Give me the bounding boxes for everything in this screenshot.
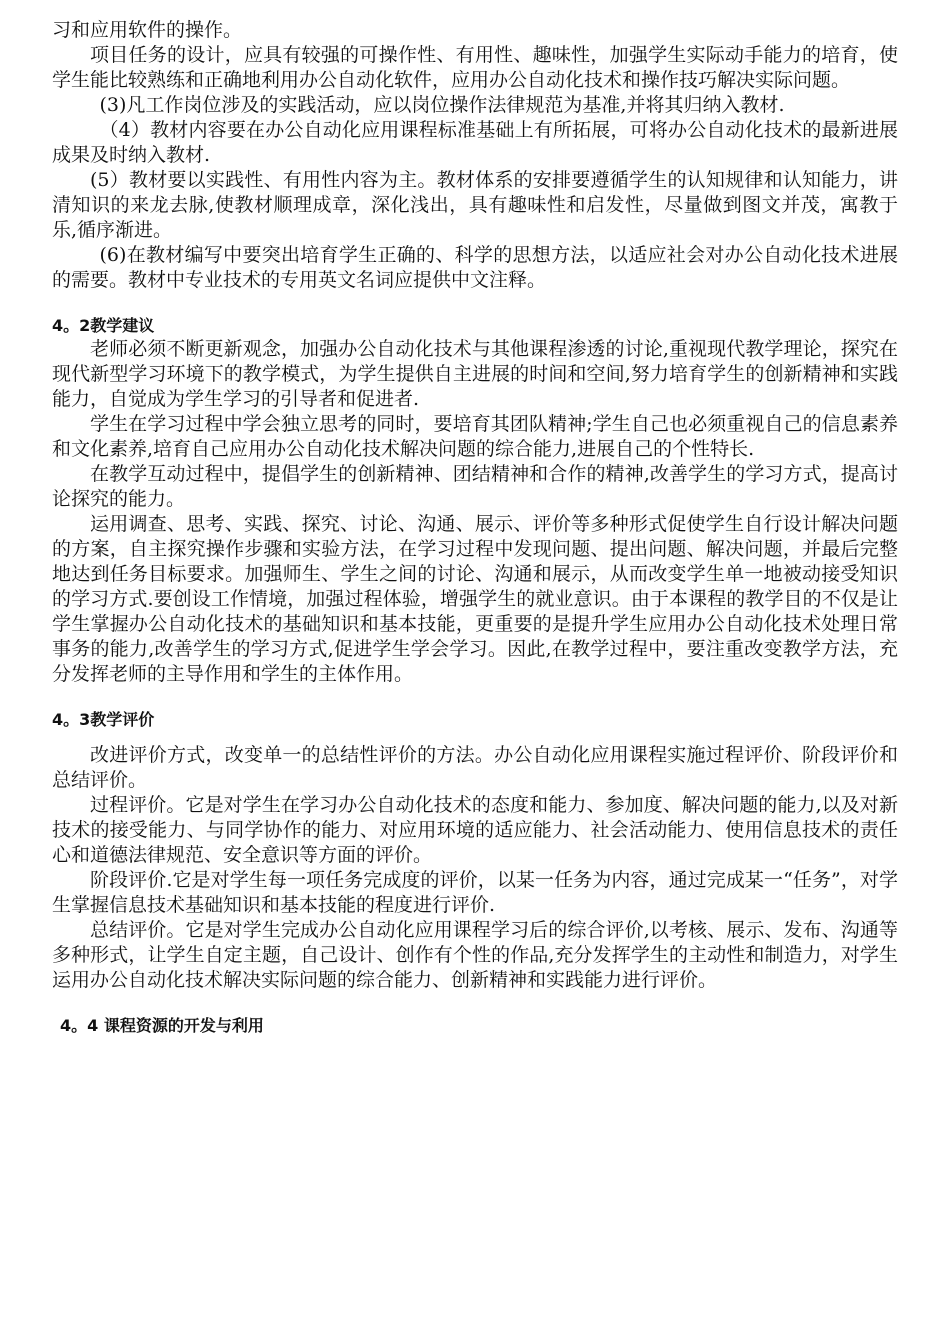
spacer bbox=[52, 731, 898, 743]
spacer bbox=[52, 293, 898, 315]
paragraph-process-evaluation: 过程评价。它是对学生在学习办公自动化技术的态度和能力、参加度、解决问题的能力,以及对新技术的接受能力、与同学协作的能力、对应用环境的适应能力、社会活动能力、使用信息技术的责任心和道德法律规范、安全意识等方面的评价。 bbox=[52, 794, 898, 866]
paragraph-continuation: 习和应用软件的操作。 bbox=[52, 19, 243, 41]
paragraph-student-thinking: 学生在学习过程中学会独立思考的同时，要培育其团队精神;学生自己也必须重视自己的信息素养和文化素养,培育自己应用办公自动化技术解决问题的综合能力,进展自己的个性特长. bbox=[52, 413, 898, 460]
spacer bbox=[52, 993, 898, 1015]
paragraph-evaluation-intro: 改进评价方式，改变单一的总结性评价的方法。办公自动化应用课程实施过程评价、阶段评价和总结评价。 bbox=[52, 744, 898, 791]
heading-teaching-suggestions: 4。2教学建议 bbox=[52, 316, 155, 335]
heading-teaching-evaluation: 4。3教学评价 bbox=[52, 710, 155, 729]
spacer bbox=[52, 687, 898, 709]
paragraph-stage-evaluation: 阶段评价.它是对学生每一项任务完成度的评价，以某一任务为内容，通过完成某一“任务”，对学生掌握信息技术基础知识和基本技能的程度进行评价. bbox=[52, 869, 898, 916]
paragraph-teacher-concept: 老师必须不断更新观念，加强办公自动化技术与其他课程渗透的讨论,重视现代教学理论，探究在现代新型学习环境下的教学模式，为学生提供自主进展的时间和空间,努力培育学生的创新精神和实践能力，自觉成为学生学习的引导者和促进者. bbox=[52, 338, 898, 410]
paragraph-item-4: （4）教材内容要在办公自动化应用课程标准基础上有所拓展，可将办公自动化技术的最新进展成果及时纳入教材. bbox=[52, 119, 898, 166]
paragraph-interaction: 在教学互动过程中，提倡学生的创新精神、团结精神和合作的精神,改善学生的学习方式，提高讨论探究的能力。 bbox=[52, 463, 898, 510]
paragraph-project-design: 项目任务的设计，应具有较强的可操作性、有用性、趣味性，加强学生实际动手能力的培育，使学生能比较熟练和正确地利用办公自动化软件，应用办公自动化技术和操作技巧解决实际问题。 bbox=[52, 44, 898, 91]
heading-course-resources: 4。4 课程资源的开发与利用 bbox=[60, 1016, 264, 1035]
paragraph-methods: 运用调查、思考、实践、探究、讨论、沟通、展示、评价等多种形式促使学生自行设计解决问题的方案，自主探究操作步骤和实验方法，在学习过程中发现问题、提出问题、解决问题，并最后完整地达到任务目标要求。加强师生、学生之间的讨论、沟通和展示，从而改变学生单一地被动接受知识的学习方式.要创设工作情境，加强过程体验，增强学生的就业意识。由于本课程的教学目的不仅是让学生掌握办公自动化技术的基础知识和基本技能，更重要的是提升学生应用办公自动化技术处理日常事务的能力,改善学生的学习方式,促进学生学会学习。因此,在教学过程中，要注重改变教学方法，充分发挥老师的主导作用和学生的主体作用。 bbox=[52, 513, 898, 685]
paragraph-item-5: (5）教材要以实践性、有用性内容为主。教材体系的安排要遵循学生的认知规律和认知能力，讲清知识的来龙去脉,使教材顺理成章，深化浅出，具有趣味性和启发性，尽量做到图文并茂，寓教于乐,循序渐进。 bbox=[52, 169, 898, 241]
paragraph-item-6: (6)在教材编写中要突出培育学生正确的、科学的思想方法，以适应社会对办公自动化技术进展的需要。教材中专业技术的专用英文名词应提供中文注释。 bbox=[52, 244, 898, 291]
paragraph-summary-evaluation: 总结评价。它是对学生完成办公自动化应用课程学习后的综合评价,以考核、展示、发布、沟通等多种形式，让学生自定主题，自己设计、创作有个性的作品,充分发挥学生的主动性和制造力，对学生运用办公自动化技术解决实际问题的综合能力、创新精神和实践能力进行评价。 bbox=[52, 919, 898, 991]
document-page bbox=[52, 18, 898, 1037]
paragraph-item-3: (3)凡工作岗位涉及的实践活动，应以岗位操作法律规范为基准,并将其归纳入教材. bbox=[99, 94, 785, 116]
